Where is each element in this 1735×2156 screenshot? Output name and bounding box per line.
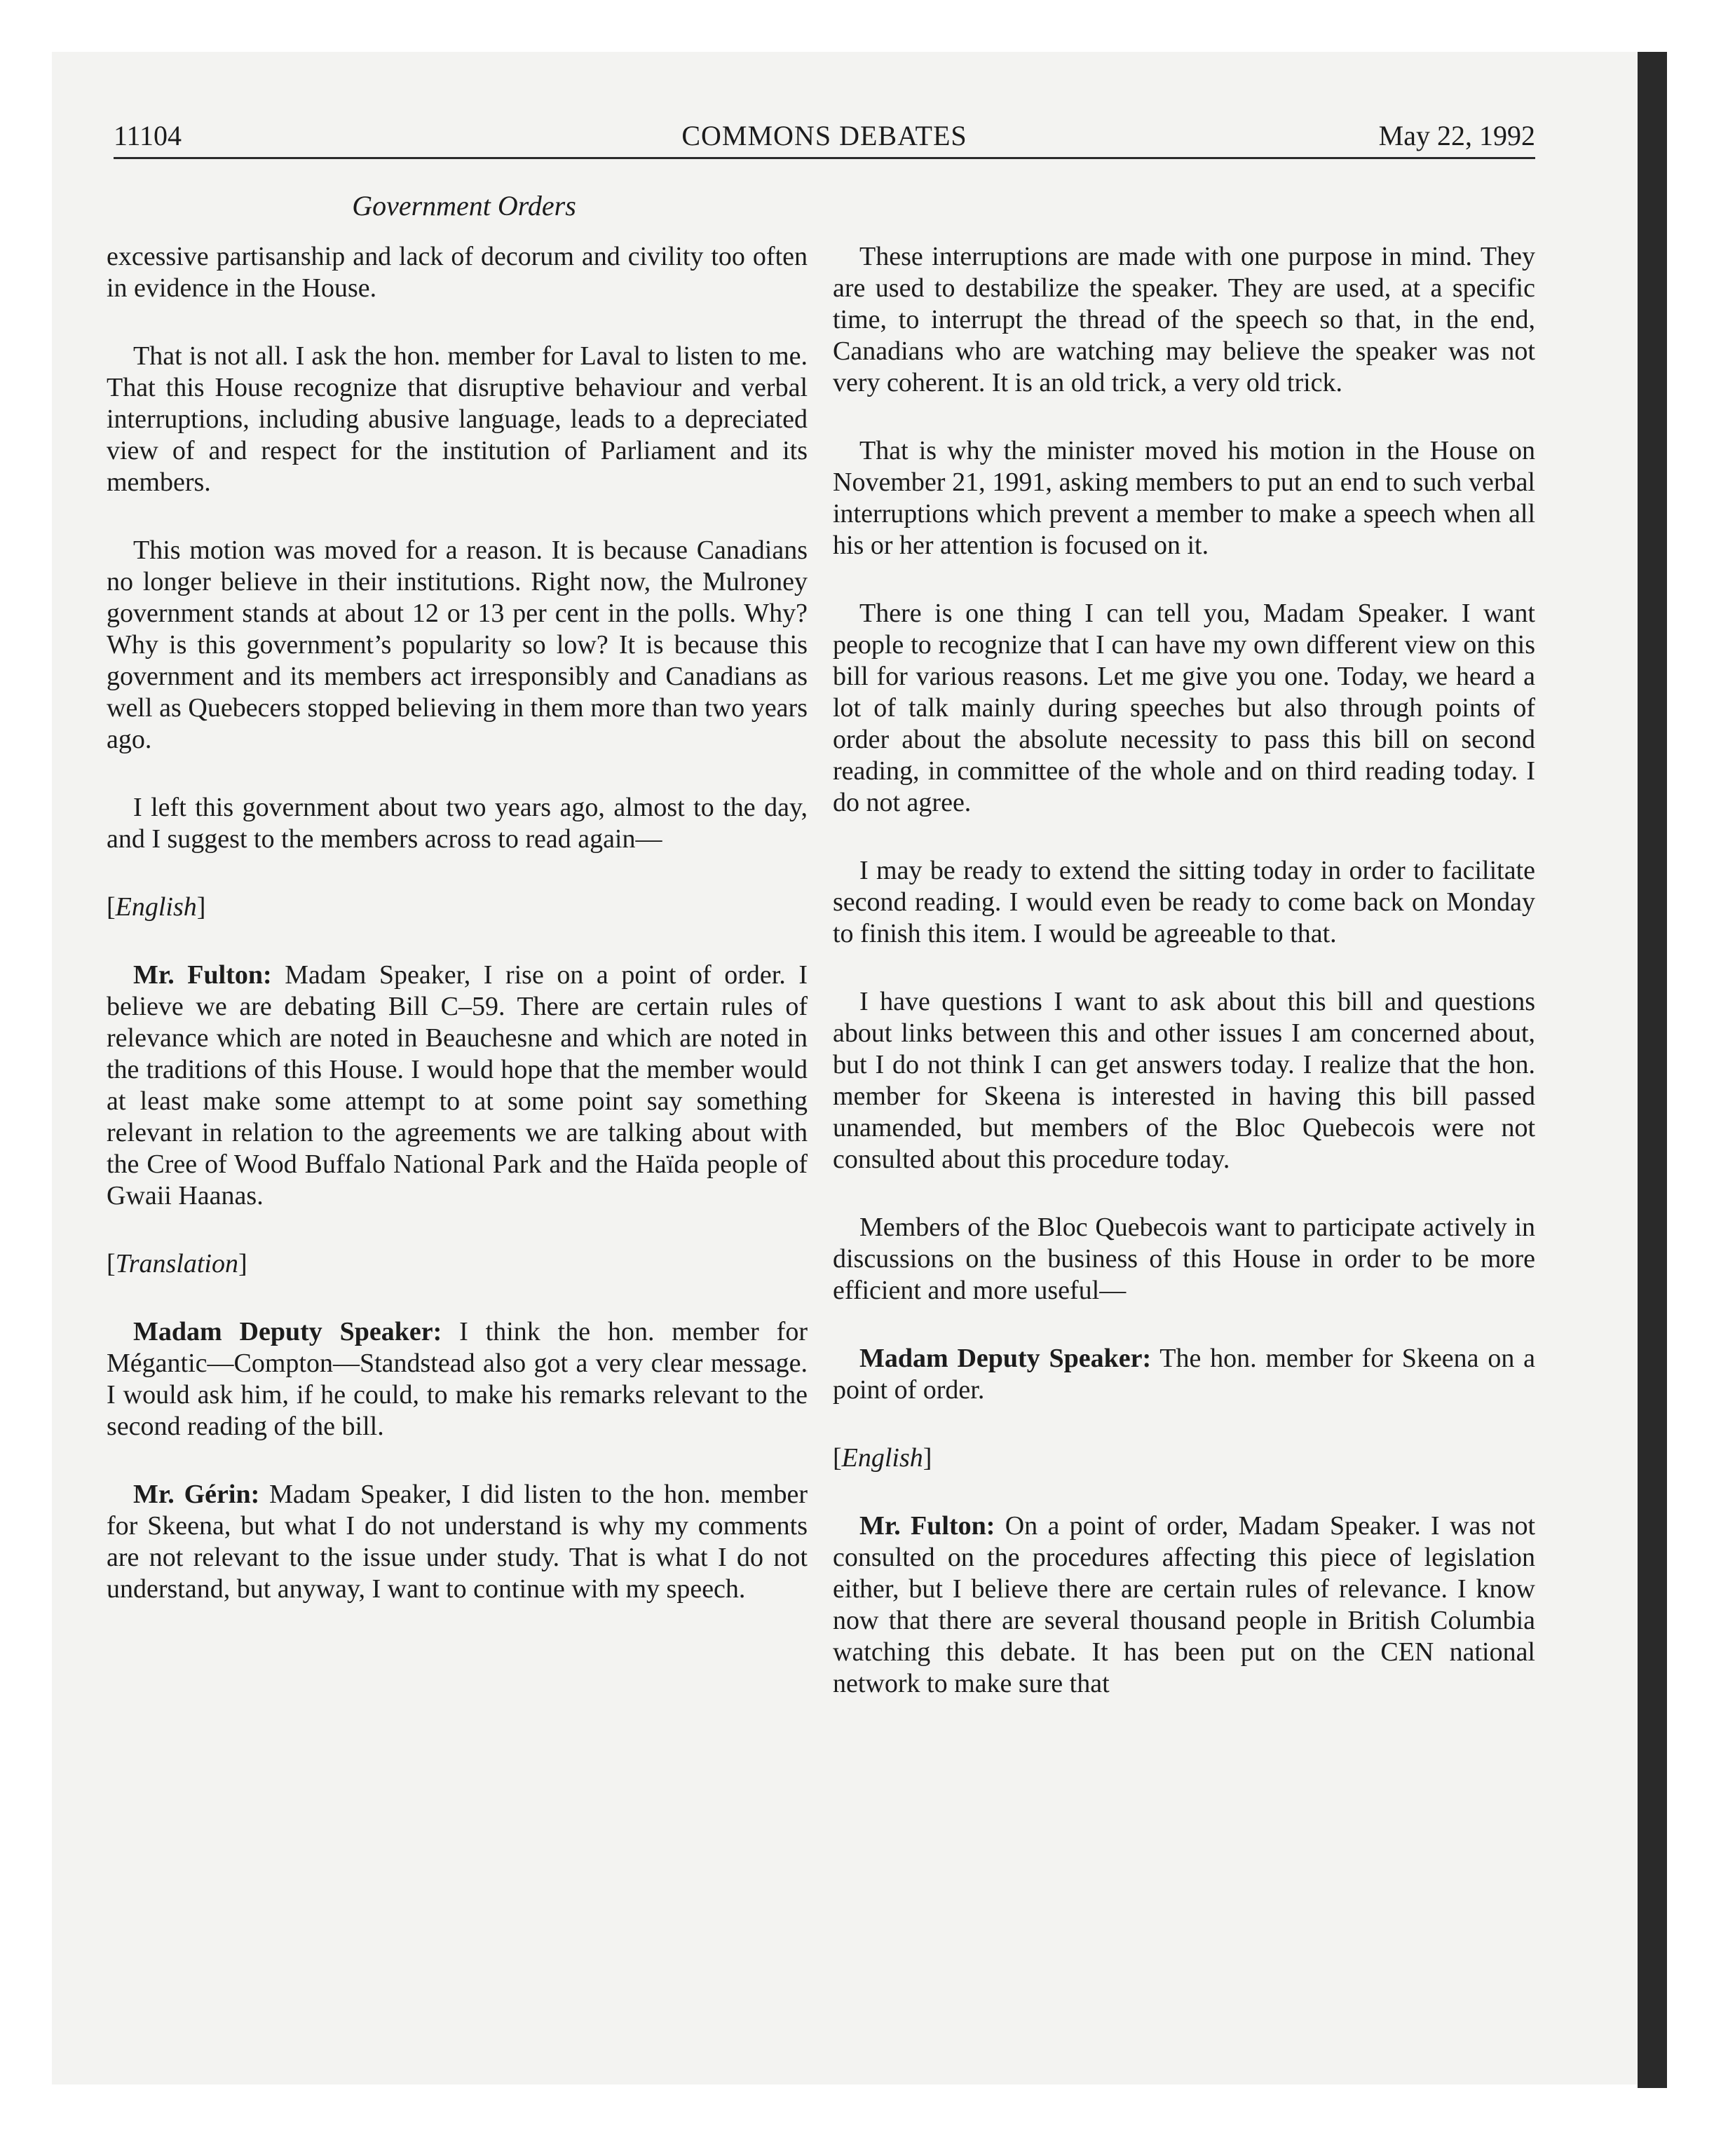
speaker-name: Mr. Fulton: — [859, 1511, 995, 1541]
paragraph: I have questions I want to ask about this bill and questions about links between this and other issues I am concerned about, but I do not think I can get answers today. I realize that the hon. member for Skeena is interested in having this bill passed unamended, but members of the Bloc Quebecois were not consulted about this procedure today. — [833, 987, 1535, 1174]
language-marker: [English] — [833, 1443, 932, 1473]
speech-text: I think the hon. member for Mégantic—Compton—Standstead also got a very clear message. I would ask him, if he could, to make his remarks relevant to the second reading of the bill. — [107, 1317, 808, 1441]
language-marker-text: Translation — [115, 1249, 238, 1278]
paragraph: That is why the minister moved his motion in the House on November 21, 1991, asking members to put an end to such verbal interruptions which prevent a member to make a speech when all his or her attention is focused on it. — [833, 436, 1535, 560]
speaker-name: Mr. Fulton: — [133, 960, 272, 990]
language-marker: [Translation] — [107, 1249, 247, 1278]
paragraph: I may be ready to extend the sitting today in order to facilitate second reading. I would even be ready to come back on Monday to finish this item. I would be agreeable to that. — [833, 856, 1535, 948]
speech-paragraph — [107, 1316, 808, 1442]
speech-paragraph — [833, 1510, 1535, 1700]
speech-paragraph — [833, 1343, 1535, 1406]
speech-text: On a point of order, Madam Speaker. I was not consulted on the procedures affecting this piece of legislation either, but I believe there are certain rules of relevance. I know now that there are several thousand people in British Columbia watching this debate. It has been put on the CEN national network to make sure that — [833, 1511, 1535, 1698]
page-header — [114, 118, 1535, 154]
speech-text: The hon. member for Skeena on a point of order. — [833, 1344, 1535, 1405]
paragraph: excessive partisanship and lack of decorum and civility too often in evidence in the House. — [107, 242, 808, 303]
language-marker: [English] — [107, 892, 206, 922]
speech-text: Madam Speaker, I did listen to the hon. member for Skeena, but what I do not understand is why my comments are not relevant to the issue under study. That is what I do not understand, but anyway, I want to continue with my speech. — [107, 1480, 808, 1604]
speech-paragraph — [107, 960, 808, 1212]
section-title: Government Orders — [352, 190, 576, 221]
speaker-name: Mr. Gérin: — [133, 1480, 260, 1509]
right-column — [833, 241, 1535, 1736]
header-rule — [114, 157, 1535, 159]
paragraph: This motion was moved for a reason. It is because Canadians no longer believe in their institutions. Right now, the Mulroney government stands at about 12 or 13 per cent in the polls. Why? Why is this government’s popularity so low? It is because this government and its members act irresponsibly and Canadians as well as Quebecers stopped believing in them more than two years ago. — [107, 535, 808, 754]
paragraph: That is not all. I ask the hon. member for Laval to listen to me. That this House recognize that disruptive behaviour and verbal interruptions, including abusive language, leads to a depreciated view of and respect for the institution of Parliament and its members. — [107, 341, 808, 497]
speaker-name: Madam Deputy Speaker: — [859, 1344, 1152, 1373]
page-number: 11104 — [114, 120, 182, 151]
left-column — [107, 241, 808, 1642]
paragraph: Members of the Bloc Quebecois want to participate actively in discussions on the business of this House in order to be more efficient and more useful— — [833, 1213, 1535, 1305]
speech-paragraph — [107, 1479, 808, 1605]
paragraph: These interruptions are made with one purpose in mind. They are used to destabilize the speaker. They are used, at a specific time, to interrupt the thread of the speech so that, in the end, Canadians who are watching may believe the speaker was not very coherent. It is an old trick, a very old trick. — [833, 242, 1535, 397]
paragraph: There is one thing I can tell you, Madam Speaker. I want people to recognize that I can have my own different view on this bill for various reasons. Let me give you one. Today, we heard a lot of talk mainly during speeches but also through points of order about the absolute necessity to pass this bill on second reading, in committee of the whole and on third reading today. I do not agree. — [833, 599, 1535, 817]
speaker-name: Madam Deputy Speaker: — [133, 1317, 442, 1346]
language-marker-text: English — [115, 892, 197, 922]
scan-edge-shadow — [1638, 52, 1667, 2088]
speech-text: Madam Speaker, I rise on a point of order. I believe we are debating Bill C–59. There are certain rules of relevance which are noted in Beauchesne and which are noted in the traditions of this House. I would hope that the member would at least make some attempt to at some point say something relevant in relation to the agreements we are talking about with the Cree of Wood Buffalo National Park and the Haïda people of Gwaii Haanas. — [107, 960, 808, 1210]
publication-title: COMMONS DEBATES — [681, 120, 967, 151]
language-marker-text: English — [841, 1443, 923, 1473]
publication-date: May 22, 1992 — [1378, 120, 1535, 151]
paragraph: I left this government about two years ago, almost to the day, and I suggest to the members across to read again— — [107, 793, 808, 854]
